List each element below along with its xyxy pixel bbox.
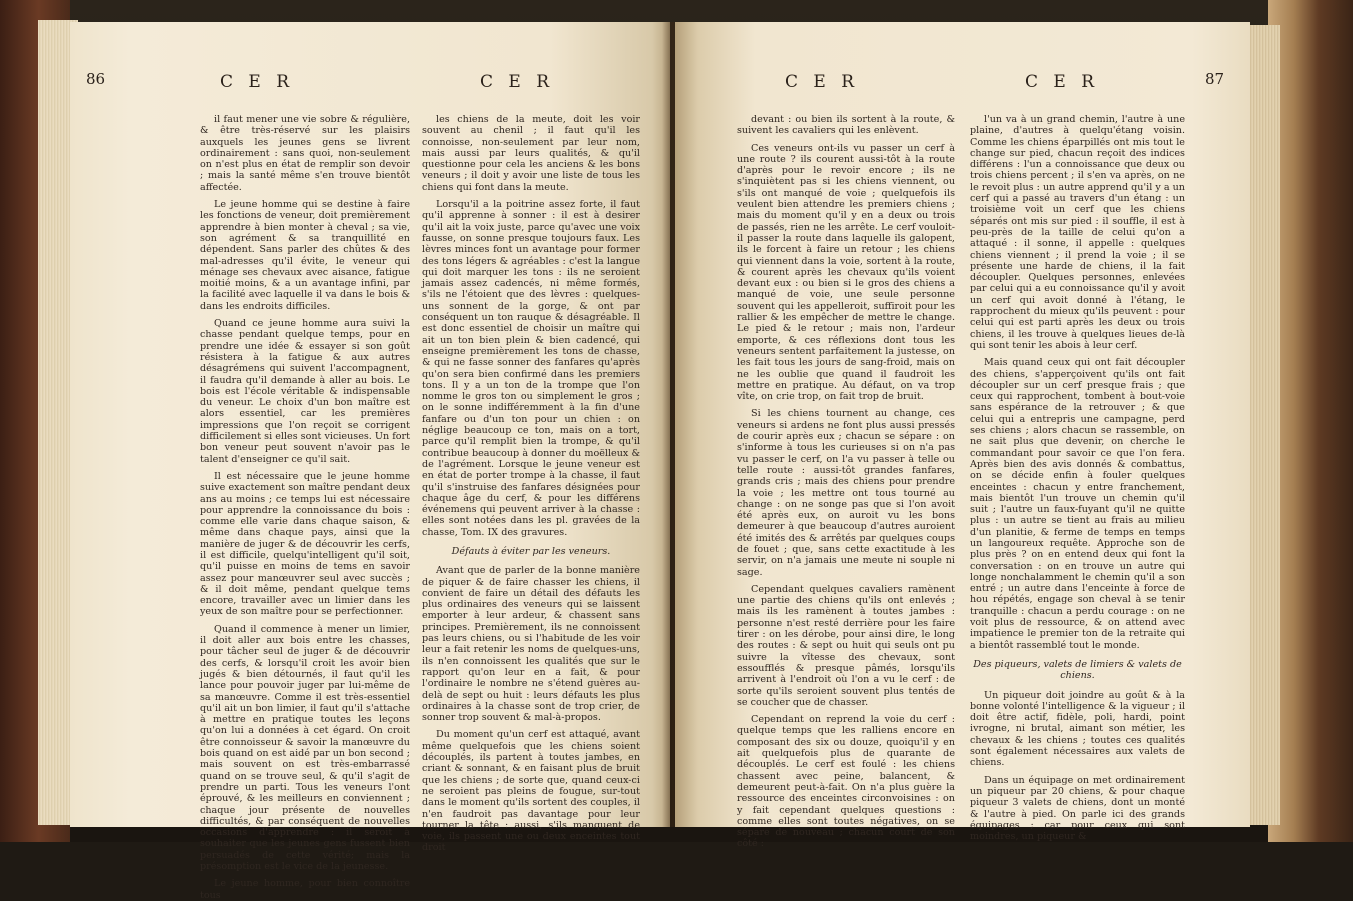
section-heading: Des piqueurs, valets de limiers & valets de chiens. bbox=[973, 658, 1182, 682]
right-page bbox=[675, 22, 1250, 850]
paragraph: Dans un équipage on met ordinairement un piqueur par 20 chiens, & pour chaque piqueur 3 valets de chiens, dont un monté & l'autre à pied. On parle ici des grands équipages ; car pour ceux qui sont moindres, un piqueur & bbox=[970, 774, 1185, 843]
paragraph: Lorsqu'il a la poitrine assez forte, il faut qu'il apprenne à sonner : il est à desirer qu'il ait la voix juste, parce qu'avec une voix fausse, on sonne presque toujours faux. Les lèvres minces font un avantage pour former des tons légers & agréables : c'est la langue qui doit marquer les tons : ils ne seroient jamais assez cadencés, ni même formés, s'ils ne l'étoient que des lèvres : quelques-uns sonnent de la gorge, & ont par conséquent un ton rauque & désagréable. Il est donc essentiel de choisir un maître qui ait un ton bien plein & bien cadencé, qui enseigne premièrement les tons de chasse, & qui ne fasse sonner des fanfares qu'après qu'on sera bien confirmé dans les premiers tons. Il y a un ton de la trompe que l'on nomme le gros ton ou simplement le gros ; on le sonne indifféremment à la fin d'une fanfare ou d'un ton pour un chien : on néglige beaucoup ce ton, mais on a tort, parce qu'il remplit bien la trompe, & qu'il contribue beaucoup à donner du moëlleux & de l'agrément. Lorsque le jeune veneur est en état de porter trompe à la chasse, il faut qu'il s'instruise des fanfares désignées pour chaque âge du cerf, & pour les différens événemens qui peuvent arriver à la chasse : elles sont notées dans les pl. gravées de la chasse, Tom. IX des gravures. bbox=[422, 199, 640, 538]
paragraph: Cependant quelques cavaliers ramènent une partie des chiens qu'ils ont enlevés ; mais ils les ramènent à toutes jambes : personne n'est resté derrière pour les faire tirer : on les dérobe, pour ainsi dire, le long des routes : & sept ou huit qui seuls ont pu suivre la vîtesse des chevaux, sont essoufflés & presque pâmés, lorsqu'ils arrivent à l'endroit où l'on a vu le cerf : de sorte qu'ils seroient souvent plus tentés de se coucher que de chasser. bbox=[737, 583, 955, 708]
right-page-number: 87 bbox=[1205, 70, 1225, 88]
right-column-1 bbox=[737, 114, 955, 850]
paragraph: Un piqueur doit joindre au goût & à la bonne volonté l'intelligence & la vigueur ; il doit être actif, fidèle, poli, hardi, point ivrogne, ni brutal, aimant son métier, les chevaux & les chiens ; toutes ces qualités sont également nécessaires aux valets de chiens. bbox=[970, 689, 1185, 769]
paragraph: Ces veneurs ont-ils vu passer un cerf à une route ? ils courent aussi-tôt à la route d'après pour le revoir encore ; ils ne s'inquiètent pas si les chiens viennent, ou s'ils ont manqué de voie ; quelquefois ils veulent bien attendre les premiers chiens ; mais du moment qu'il y en a deux ou trois de passés, rien ne les arrête. Le cerf vouloit-il passer la route dans laquelle ils galopent, ils le forcent à faire un retour ; les chiens qui viennent dans la voie, sortent à la route, & courent après les chevaux qu'ils voient devant eux : ou bien si le gros des chiens a manqué de voie, une seule personne souvent qui les appelleroit, suffiroit pour les rallier & les empêcher de mettre le change. Le pied & le retour ; mais non, l'ardeur emporte, & ces réflexions dont tous les veneurs sentent parfaitement la justesse, on les fait tous les jours de sang-froid, mais on ne les oublie que quand il faudroit les mettre en pratique. Au défaut, on va trop vîte, on crie trop, on fait trop de bruit. bbox=[737, 142, 955, 403]
paragraph: l'un va à un grand chemin, l'autre à une plaine, d'autres à quelqu'étang voisin. Comme les chiens éparpillés ont mis tout le change sur pied, chacun reçoit des indices différens : l'un a connoissance que deux ou trois chiens percent ; il s'en va après, on ne le revoit plus : un autre apprend qu'il y a un cerf qui a passé au travers d'un étang : un troisième voit un cerf que les chiens séparés ont mis sur pied : il souffle, il est à peu-près de la taille de celui qu'on a attaqué : il sonne, il appelle : quelques chiens viennent ; il prend la voie ; il se présente une harde de chiens, il la fait découpler. Quelques personnes, enlevées par celui qui a eu connoissance qu'il y avoit un cerf qui avoit donné à l'étang, le rapprochent du mieux qu'ils peuvent : pour celui qui est parti après les deux ou trois chiens, il les trouve à quelques lieues de-là qui sont tenir les abois à leur cerf. bbox=[970, 114, 1185, 351]
left-header-right: C E R bbox=[480, 72, 555, 92]
paragraph: Quand il commence à mener un limier, il doit aller aux bois entre les chasses, pour tâcher seul de juger & de découvrir des cerfs, & lorsqu'il croit les avoir bien jugés & bien détournés, il faut qu'il les lance pour pouvoir juger par lui-même de sa manœuvre. Comme il est très-essentiel qu'il ait un bon limier, il faut qu'il s'attache à mettre en pratique toutes les leçons qu'on lui a données à cet égard. On croit être connoisseur & savoir la manœuvre du bois quand on est aidé par un bon second ; mais souvent on est très-embarrassé quand on se trouve seul, & qu'il s'agit de prendre un parti. Tous les veneurs l'ont éprouvé, & les meilleurs en conviennent ; chaque jour présente de nouvelles difficultés, & par conséquent de nouvelles occasions d'apprendre : il seroit à souhaiter que les jeunes gens fussent bien persuadés de cette vérité; mais la présomption est le vice de la jeunesse. bbox=[200, 623, 410, 872]
left-column-1 bbox=[200, 114, 410, 901]
left-column-2 bbox=[422, 114, 640, 854]
paragraph: Le jeune homme qui se destine à faire les fonctions de veneur, doit premièrement apprendre à bien monter à cheval ; sa vie, son agrément & sa tranquillité en dépendent. Sans parler des chûtes & des mal-adresses qu'il évite, le veneur qui ménage ses chevaux avec aisance, fatigue moitié moins, & a un avantage infini, par la facilité avec laquelle il va dans le bois & dans les endroits difficiles. bbox=[200, 199, 410, 312]
paragraph: il faut mener une vie sobre & régulière, & être très-réservé sur les plaisirs auxquels les jeunes gens se livrent ordinairement : sans quoi, non-seulement on n'est plus en état de remplir son devoir ; mais la santé même s'en trouve bientôt affectée. bbox=[200, 114, 410, 193]
left-page bbox=[70, 22, 670, 901]
section-heading: Défauts à éviter par les veneurs. bbox=[451, 545, 611, 557]
paragraph: devant : ou bien ils sortent à la route, & suivent les cavaliers qui les enlèvent. bbox=[737, 114, 955, 137]
right-header-right: C E R bbox=[1025, 72, 1100, 92]
paragraph: Avant que de parler de la bonne manière de piquer & de faire chasser les chiens, il convient de faire un détail des défauts les plus ordinaires des veneurs qui se laissent emporter à leur ardeur, & chassent sans principes. Premièrement, ils ne connoissent pas leurs chiens, ou si l'habitude de les voir leur a fait retenir les noms de quelques-uns, ils n'en connoissent les qualités que sur le rapport qu'on leur en a fait, & pour l'ordinaire le nombre ne s'étend guères au-delà de sept ou huit : leurs défauts les plus ordinaires à la chasse sont de trop crier, de sonner trop souvent & mal-à-propos. bbox=[422, 565, 640, 724]
paragraph: Mais quand ceux qui ont fait découpler des chiens, s'apperçoivent qu'ils ont fait découpler sur un cerf presque frais ; que ceux qui rapprochent, tombent à bout-voie sans espérance de la retrouver ; & que celui qui a entrepris une campagne, perd ses chiens ; alors chacun se rassemble, on ne sait plus que devenir, on cherche le commandant pour savoir ce que l'on fera. Après bien des avis donnés & combattus, on se décide enfin à fouler quelques enceintes : chacun y entre franchement, mais bientôt l'un trouve un chemin qu'il suit ; l'autre un faux-fuyant qu'il ne quitte plus : un autre se tient au frais au milieu d'un planitie, & ferme de temps en temps un langoureux requête. Approche son de plus près ? on en entend deux qui font la conversation : on en trouve un autre qui longe nonchalamment le chemin qu'il a son entré ; un autre dans l'enceinte à force de hou répétés, engage son cheval à se tenir tranquille : chacun a perdu courage : on ne voit plus de ressource, & on attend avec impatience le premier ton de la retraite qui a bientôt rassemblé tout le monde. bbox=[970, 357, 1185, 651]
paragraph: Le jeune homme, pour bien connoître tous bbox=[200, 878, 410, 901]
left-header-left: C E R bbox=[220, 72, 295, 92]
right-header-left: C E R bbox=[785, 72, 860, 92]
paragraph: Quand ce jeune homme aura suivi la chasse pendant quelque temps, pour en prendre une idée & essayer si son goût résistera à la fatigue & aux autres désagrémens qui suivent l'accompagnent, il faudra qu'il demande à aller au bois. Le bois est l'école véritable & indispensable du veneur. Le choix d'un bon maître est alors essentiel, car les premières impressions que l'on reçoit se corrigent difficilement si elles sont vicieuses. Un fort bon veneur peut souvent n'avoir pas le talent d'enseigner ce qu'il sait. bbox=[200, 318, 410, 465]
right-cover bbox=[1268, 0, 1353, 842]
paragraph: Du moment qu'un cerf est attaqué, avant même quelquefois que les chiens soient découplés, ils partent à toutes jambes, en criant & sonnant, & en faisant plus de bruit que les chiens ; de sorte que, quand ceux-ci ne seroient pas pleins de fougue, sur-tout dans le moment qu'ils sortent des couples, il n'en faudroit pas davantage pour leur tourner la tête : aussi, s'ils manquent de voie, ils passent une ou deux enceintes tout droit bbox=[422, 729, 640, 854]
paragraph: Cependant on reprend la voie du cerf : quelque temps que les ralliens encore en composant des six ou douze, quoiqu'il y en ait quelquefois plus de quarante de découplés. Le cerf est foulé : les chiens chassent avec peine, balancent, & demeurent peut-à-fait. On n'a plus guère la ressource des enceintes circonvoisines : on y fait cependant quelques questions : comme elles sont toutes négatives, on se sépare de nouveau ; chacun court de son côté : bbox=[737, 714, 955, 850]
right-column-2 bbox=[970, 114, 1185, 843]
paragraph: Si les chiens tournent au change, ces veneurs si ardens ne font plus aussi pressés de courir après eux ; chacun se sépare : on s'informe à tous les curieuses si on n'a pas vu passer le cerf, on l'a vu passer à telle ou telle route : aussi-tôt grandes fanfares, grands cris ; mais des chiens pour prendre la voie ; les mettre ont tous tourné au change : on ne songe pas que si l'on avoit été après eux, on auroit vu les bons demeurer à que beaucoup d'autres auroient été imités des & arrêtés par quelques coups de fouet ; que, sans cette exactitude à les servir, on n'a jamais une meute ni souple ni sage. bbox=[737, 408, 955, 578]
paragraph: les chiens de la meute, doit les voir souvent au chenil ; il faut qu'il les connoisse, non-seulement par leur nom, mais aussi par leurs qualités, & qu'il questionne pour cela les anciens & les bons veneurs ; il doit y avoir une liste de tous les chiens qui font dans la meute. bbox=[422, 114, 640, 193]
left-page-number: 86 bbox=[86, 70, 106, 88]
paragraph: Il est nécessaire que le jeune homme suive exactement son maître pendant deux ans au moins ; ce temps lui est nécessaire pour apprendre la connoissance du bois : comme elle varie dans chaque saison, & même dans chaque pays, ainsi que la manière de juger & de découvrir les cerfs, il est difficile, quelqu'intelligent qu'il soit, qu'il puisse en moins de tems en savoir assez pour manœuvrer seul avec succès ; & il doit même, pendant quelque tems encore, travailler avec un limier dans les yeux de son maître pour se perfectionner. bbox=[200, 470, 410, 618]
